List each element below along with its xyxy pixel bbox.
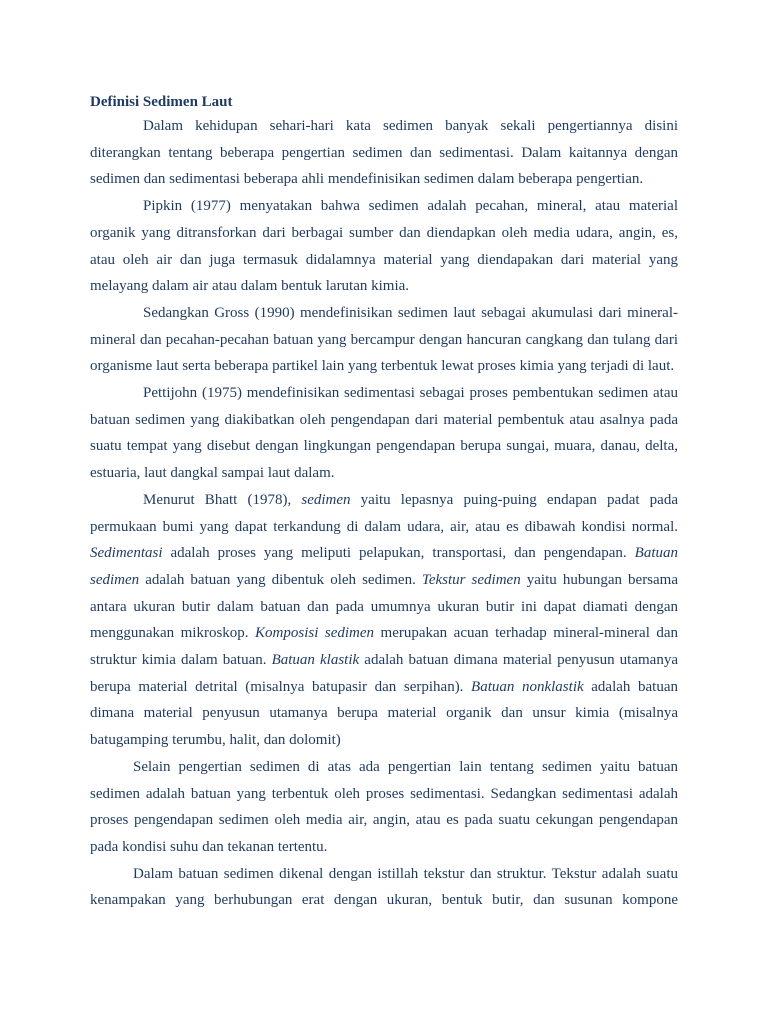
- paragraph-pipkin: Pipkin (1977) menyatakan bahwa sedimen adalah pecahan, mineral, atau material organik yang ditransforkan dari berbagai sumber dan diendapkan oleh media udara, angin, es, atau oleh air dan juga termasuk didalamnya material yang diendapakan dari material yang melayang dalam air atau dalam bentuk larutan kimia.: [90, 198, 678, 295]
- term-sedimentasi: Sedimentasi: [90, 545, 163, 562]
- paragraph-bhatt: [90, 487, 678, 754]
- term-batuan-klastik: Batuan klastik: [271, 652, 360, 669]
- term-batuan-nonklastik: Batuan nonklastik: [471, 678, 584, 695]
- paragraph-pettijohn: Pettijohn (1975) mendefinisikan sedimentasi sebagai proses pembentukan sedimen atau batuan sedimen yang diakibatkan oleh pengendapan dari material pembentuk atau asalnya pada suatu tempat yang disebut dengan lingkungan pengendapan berupa sungai, muara, danau, delta, estuaria, laut dangkal sampai laut dalam.: [90, 385, 678, 482]
- text-span: yaitu lepasnya puing-puing endapan padat pada permukaan bumi yang dapat terkandung di dalam udara, air, atau es dibawah kondisi normal.: [90, 491, 678, 535]
- text-span: Menurut Bhatt (1978),: [143, 491, 302, 508]
- term-batuan-sedimen: Batuan sedimen: [90, 545, 678, 588]
- section-title: Definisi Sedimen Laut: [90, 94, 233, 110]
- term-komposisi-sedimen: Komposisi sedimen: [255, 625, 375, 642]
- text-span: merupakan acuan terhadap mineral-mineral dan struktur kimia dalam batuan.: [90, 625, 679, 669]
- term-sedimen: sedimen: [301, 491, 351, 508]
- paragraph-intro: Dalam kehidupan sehari-hari kata sedimen banyak sekali pengertiannya disini diterangkan tentang beberapa pengertian sedimen dan sedimentasi. Dalam kaitannya dengan sedimen dan sedimentasi beberapa ahli mendefinisikan sedimen dalam beberapa pengertian.: [90, 118, 678, 188]
- paragraph-selain: Selain pengertian sedimen di atas ada pengertian lain tentang sedimen yaitu batuan sedimen adalah batuan yang terbentuk oleh proses sedimentasi. Sedangkan sedimentasi adalah proses pengendapan sedimen oleh media air, angin, atau es pada suatu cekungan pengendapan pada kondisi suhu dan tekanan tertentu.: [90, 758, 678, 855]
- text-span: adalah proses yang meliputi pelapukan, transportasi, dan pengendapan.: [162, 545, 635, 562]
- text-span: yaitu hubungan bersama antara ukuran butir dalam batuan dan pada umumnya ukuran butir ini dapat diamati dengan menggunakan mikroskop.: [90, 571, 679, 642]
- paragraph-tekstur: Dalam batuan sedimen dikenal dengan istillah tekstur dan struktur. Tekstur adalah suatu kenampakan yang berhubungan erat dengan ukuran, bentuk butir, dan susunan kompone: [90, 865, 678, 909]
- term-tekstur-sedimen: Tekstur sedimen: [421, 571, 521, 588]
- text-span: adalah batuan yang dibentuk oleh sedimen.: [139, 571, 422, 588]
- paragraph-gross: Sedangkan Gross (1990) mendefinisikan sedimen laut sebagai akumulasi dari mineral-mineral dan pecahan-pecahan batuan yang bercampur dengan hancuran cangkang dan tulang dari organisme laut serta beberapa partikel lain yang terbentuk lewat proses kimia yang terjadi di laut.: [90, 304, 678, 375]
- text-span: adalah batuan dimana material penyusun utamanya berupa material organik dan unsur kimia (misalnya batugamping terumbu, halit, dan dolomit): [90, 678, 678, 749]
- text-span: adalah batuan dimana material penyusun utamanya berupa material detrital (misalnya batupasir dan serpihan).: [90, 652, 678, 695]
